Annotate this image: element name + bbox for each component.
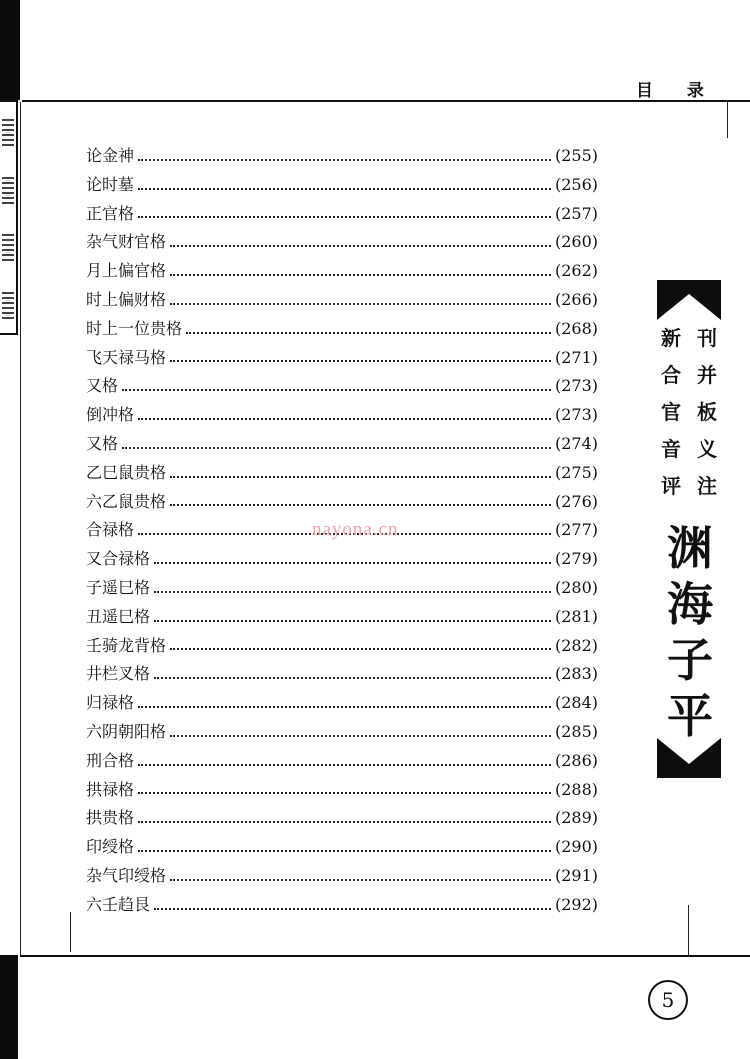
toc-entry-title: 印绶格 <box>86 837 135 857</box>
banner-title-char: 渊 <box>667 521 713 575</box>
banner-char: 评 <box>661 474 681 498</box>
toc-entry-title: 时上一位贵格 <box>86 318 183 338</box>
footer-tick-right <box>688 905 689 957</box>
banner-title-char: 子 <box>667 633 713 687</box>
toc-dot-leader <box>170 273 551 276</box>
banner-bottom-ornament <box>657 738 721 778</box>
footer-rule <box>20 955 750 957</box>
toc-entry <box>86 431 598 460</box>
toc-entry-title: 杂气印绶格 <box>86 865 167 885</box>
toc-entry <box>86 661 598 690</box>
toc-dot-leader <box>154 590 551 593</box>
banner-char: 新 <box>661 326 681 350</box>
left-edge-bar-bottom <box>0 955 18 1059</box>
toc-dot-leader <box>170 734 551 737</box>
toc-entry-page: (256) <box>554 174 598 194</box>
toc-entry-page: (280) <box>554 577 598 597</box>
toc-dot-leader <box>138 849 551 852</box>
toc-entry <box>86 258 598 287</box>
toc-dot-leader <box>138 417 551 420</box>
banner-subtitle-row <box>657 470 721 507</box>
toc-entry <box>86 777 598 806</box>
toc-entry-title: 拱禄格 <box>86 779 135 799</box>
spine-decoration <box>0 100 18 335</box>
toc-dot-leader <box>138 187 551 190</box>
toc-entry <box>86 143 598 172</box>
toc-entry-title: 飞天禄马格 <box>86 347 167 367</box>
toc-entry <box>86 345 598 374</box>
toc-entry-title: 月上偏官格 <box>86 261 167 281</box>
footer-tick-left <box>70 912 71 952</box>
toc-entry <box>86 748 598 777</box>
toc-entry-title: 井栏叉格 <box>86 664 151 684</box>
toc-entry-page: (274) <box>554 433 598 453</box>
banner-subtitle-row <box>657 396 721 433</box>
toc-entry <box>86 402 598 431</box>
banner-char: 合 <box>661 363 681 387</box>
toc-dot-leader <box>154 619 551 622</box>
toc-entry-page: (266) <box>554 289 598 309</box>
toc-dot-leader <box>170 302 551 305</box>
toc-entry <box>86 546 598 575</box>
toc-entry-title: 时上偏财格 <box>86 289 167 309</box>
toc-dot-leader <box>170 878 551 881</box>
toc-entry-title: 杂气财官格 <box>86 232 167 252</box>
toc-entry-page: (289) <box>554 808 598 828</box>
toc-entry-title: 又合禄格 <box>86 549 151 569</box>
toc-entry-page: (281) <box>554 606 598 626</box>
toc-entry <box>86 373 598 402</box>
left-margin-line <box>20 102 21 955</box>
toc-entry-title: 正官格 <box>86 203 135 223</box>
toc-entry-title: 拱贵格 <box>86 808 135 828</box>
header-tick <box>727 102 728 138</box>
toc-entry <box>86 604 598 633</box>
toc-entry-page: (290) <box>554 837 598 857</box>
toc-entry <box>86 229 598 258</box>
toc-entry-page: (260) <box>554 232 598 252</box>
toc-dot-leader <box>138 820 551 823</box>
toc-entry-page: (257) <box>554 203 598 223</box>
page-number: 5 <box>648 980 688 1020</box>
toc-dot-leader <box>138 215 551 218</box>
toc-entry-page: (284) <box>554 693 598 713</box>
toc-entry-page: (279) <box>554 549 598 569</box>
toc-entry-page: (285) <box>554 721 598 741</box>
toc-entry-page: (276) <box>554 491 598 511</box>
toc-entry <box>86 805 598 834</box>
toc-dot-leader <box>138 705 551 708</box>
toc-entry-title: 倒冲格 <box>86 405 135 425</box>
toc-dot-leader <box>138 763 551 766</box>
toc-entry-title: 丑遥巳格 <box>86 606 151 626</box>
banner-char: 板 <box>697 400 717 424</box>
toc-dot-leader <box>170 647 551 650</box>
toc-entry-page: (286) <box>554 750 598 770</box>
toc-entry-page: (291) <box>554 865 598 885</box>
toc-dot-leader <box>138 791 551 794</box>
banner-top-ornament <box>657 280 721 320</box>
banner-subtitle-row <box>657 433 721 470</box>
banner-book-title <box>662 520 718 744</box>
toc-dot-leader <box>170 475 551 478</box>
toc-entry <box>86 863 598 892</box>
toc-entry-title: 六壬趋艮 <box>86 894 151 914</box>
toc-dot-leader <box>154 561 551 564</box>
toc-entry-page: (273) <box>554 376 598 396</box>
banner-subtitle-row <box>657 359 721 396</box>
toc-entry <box>86 489 598 518</box>
toc-entry-page: (283) <box>554 664 598 684</box>
toc-entry-page: (277) <box>554 520 598 540</box>
toc-entry-page: (292) <box>554 894 598 914</box>
toc-dot-leader <box>170 359 551 362</box>
toc-dot-leader <box>186 331 551 334</box>
toc-entry <box>86 719 598 748</box>
toc-dot-leader <box>122 388 551 391</box>
toc-entry-title: 刑合格 <box>86 750 135 770</box>
toc-dot-leader <box>122 446 551 449</box>
toc-entry <box>86 892 598 921</box>
toc-entry-title: 乙巳鼠贵格 <box>86 462 167 482</box>
toc-entry <box>86 834 598 863</box>
toc-entry-title: 归禄格 <box>86 693 135 713</box>
toc-entry-title: 壬骑龙背格 <box>86 635 167 655</box>
toc-entry-page: (255) <box>554 146 598 165</box>
banner-char: 刊 <box>697 326 717 350</box>
toc-entry <box>86 287 598 316</box>
banner-char: 义 <box>697 437 717 461</box>
toc-entry <box>86 201 598 230</box>
toc-entry-page: (273) <box>554 405 598 425</box>
toc-entry <box>86 460 598 489</box>
toc-dot-leader <box>170 244 551 247</box>
toc-entry-page: (262) <box>554 261 598 281</box>
watermark: nayona.cn <box>312 519 399 540</box>
banner-subtitle <box>657 322 721 507</box>
toc-entry-title: 六乙鼠贵格 <box>86 491 167 511</box>
banner-title-char: 平 <box>667 689 713 743</box>
toc-entry-page: (275) <box>554 462 598 482</box>
toc-entry-title: 子遥巳格 <box>86 577 151 597</box>
toc-dot-leader <box>138 158 551 161</box>
toc-entry-page: (268) <box>554 318 598 338</box>
toc-entry-title: 又格 <box>86 433 119 453</box>
left-edge-bar <box>0 0 20 100</box>
toc-entry-title: 论金神 <box>86 146 135 165</box>
toc-dot-leader <box>154 676 551 679</box>
toc-entry-title: 论时墓 <box>86 174 135 194</box>
toc-entry-page: (271) <box>554 347 598 367</box>
banner-char: 并 <box>697 363 717 387</box>
banner-title-char: 海 <box>667 577 713 631</box>
banner-char: 音 <box>661 437 681 461</box>
toc-entry-title: 六阴朝阳格 <box>86 721 167 741</box>
toc-dot-leader <box>154 907 551 910</box>
toc-entry-title: 又格 <box>86 376 119 396</box>
toc-entry <box>86 575 598 604</box>
toc-entry <box>86 690 598 719</box>
toc-entry <box>86 633 598 662</box>
toc-entry-title: 合禄格 <box>86 520 135 540</box>
page-header: 目 录 <box>636 81 718 101</box>
toc-entry <box>86 172 598 201</box>
banner-char: 注 <box>697 474 717 498</box>
toc-dot-leader <box>170 503 551 506</box>
toc-entry-page: (282) <box>554 635 598 655</box>
banner-char: 官 <box>661 400 681 424</box>
toc-entry-page: (288) <box>554 779 598 799</box>
banner-subtitle-row <box>657 322 721 359</box>
toc-entry <box>86 316 598 345</box>
